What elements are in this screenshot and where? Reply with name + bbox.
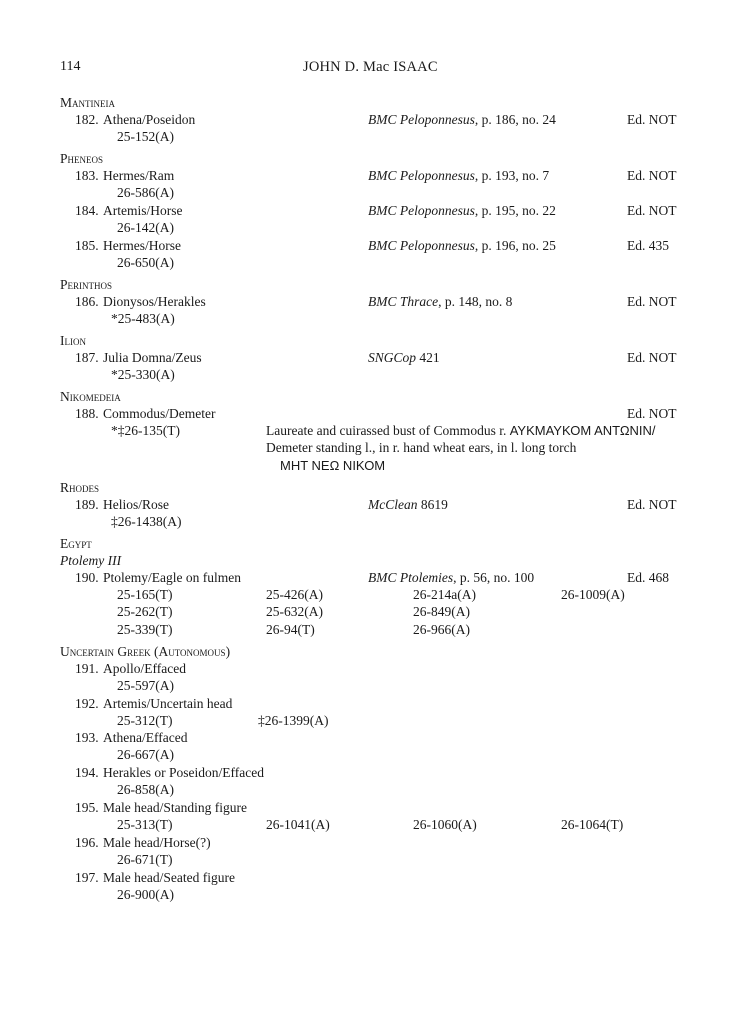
inventory-cell: 26-214a(A) <box>413 587 476 602</box>
section-heading-perinthos: Perinthos <box>60 277 113 292</box>
entry-inventory: 26-1064(T) <box>561 817 624 832</box>
entry-edition: Ed. 435 <box>627 238 669 253</box>
entry-inventory: 26-1041(A) <box>266 817 330 832</box>
entry-type: Commodus/Demeter <box>103 406 216 421</box>
entry-type: Male head/Standing figure <box>103 800 247 815</box>
entry-type: Dionysos/Herakles <box>103 294 206 309</box>
entry-type: Hermes/Horse <box>103 238 181 253</box>
section-heading-ilion: Ilion <box>60 333 86 348</box>
entry-reference: BMC Peloponnesus, p. 196, no. 25 <box>368 238 556 253</box>
entry-reference: BMC Peloponnesus, p. 193, no. 7 <box>368 168 550 183</box>
entry-type: Male head/Horse(?) <box>103 835 211 850</box>
entry-type: Ptolemy/Eagle on fulmen <box>103 570 241 585</box>
entry-number: 184. <box>75 203 99 218</box>
entry-number: 197. <box>75 870 99 885</box>
entry-type: Hermes/Ram <box>103 168 175 183</box>
entry-edition: Ed. NOT <box>627 168 677 183</box>
section-heading-rhodes: Rhodes <box>60 480 100 495</box>
entry-inventory: *25-330(A) <box>111 367 175 382</box>
entry-inventory: 25-312(T) <box>117 713 173 728</box>
entry-reference: BMC Ptolemies, p. 56, no. 100 <box>368 570 535 585</box>
entry-number: 185. <box>75 238 99 253</box>
coin-description-line-1: Laureate and cuirassed bust of Commodus r. ΑΥΚΜΑΥΚΟΜ ΑΝΤΩΝΙΝ/ <box>266 423 656 438</box>
subheading-ptolemy-iii: Ptolemy III <box>60 553 122 568</box>
section-heading-uncertain-greek: Uncertain Greek (Autonomous) <box>60 644 231 659</box>
entry-reference: BMC Thrace, p. 148, no. 8 <box>368 294 513 309</box>
section-heading-pheneos: Pheneos <box>60 151 104 166</box>
entry-reference: BMC Peloponnesus, p. 186, no. 24 <box>368 112 556 127</box>
entry-inventory: 26-650(A) <box>117 255 174 270</box>
entry-inventory: *25-483(A) <box>111 311 175 326</box>
entry-number: 194. <box>75 765 99 780</box>
entry-inventory: 25-152(A) <box>117 129 174 144</box>
entry-type: Athena/Effaced <box>103 730 188 745</box>
entry-type: Athena/Poseidon <box>103 112 196 127</box>
section-heading-egypt: Egypt <box>60 536 92 551</box>
entry-inventory: 26-142(A) <box>117 220 174 235</box>
entry-edition: Ed. NOT <box>627 203 677 218</box>
coin-description-line-2: Demeter standing l., in r. hand wheat ears, in l. long torch <box>266 440 577 455</box>
entry-edition: Ed. 468 <box>627 570 669 585</box>
entry-inventory: 26-1060(A) <box>413 817 477 832</box>
running-head: JOHN D. Mac ISAAC <box>303 59 438 75</box>
greek-legend-reverse: ΜΗΤ ΝΕΩ ΝΙΚΟΜ <box>280 458 386 473</box>
entry-number: 183. <box>75 168 99 183</box>
entry-number: 190. <box>75 570 99 585</box>
entry-edition: Ed. NOT <box>627 497 677 512</box>
entry-number: 189. <box>75 497 99 512</box>
inventory-cell: 25-165(T) <box>117 587 173 602</box>
entry-inventory: *‡26-135(T) <box>111 423 180 438</box>
entry-edition: Ed. NOT <box>627 350 677 365</box>
entry-number: 196. <box>75 835 99 850</box>
entry-number: 191. <box>75 661 99 676</box>
entry-inventory: 25-597(A) <box>117 678 174 693</box>
entry-inventory: 25-313(T) <box>117 817 173 832</box>
entry-number: 187. <box>75 350 99 365</box>
section-heading-nikomedeia: Nikomedeia <box>60 389 121 404</box>
entry-inventory: 26-858(A) <box>117 782 174 797</box>
entry-number: 195. <box>75 800 99 815</box>
entry-type: Male head/Seated figure <box>103 870 235 885</box>
entry-reference: BMC Peloponnesus, p. 195, no. 22 <box>368 203 556 218</box>
entry-inventory: 26-667(A) <box>117 747 174 762</box>
entry-type: Artemis/Horse <box>103 203 183 218</box>
page-number: 114 <box>60 59 81 74</box>
entry-number: 193. <box>75 730 99 745</box>
entry-number: 182. <box>75 112 99 127</box>
inventory-cell: 26-966(A) <box>413 622 470 637</box>
entry-edition: Ed. NOT <box>627 406 677 421</box>
entry-inventory: 26-671(T) <box>117 852 173 867</box>
entry-type: Helios/Rose <box>103 497 169 512</box>
inventory-cell: 26-849(A) <box>413 604 470 619</box>
entry-number: 186. <box>75 294 99 309</box>
entry-reference: McClean 8619 <box>368 497 448 512</box>
inventory-cell: 25-339(T) <box>117 622 173 637</box>
inventory-cell: 25-632(A) <box>266 604 323 619</box>
inventory-cell: 25-426(A) <box>266 587 323 602</box>
entry-inventory: ‡26-1438(A) <box>111 514 182 529</box>
entry-number: 192. <box>75 696 99 711</box>
inventory-cell: 26-1009(A) <box>561 587 625 602</box>
inventory-cell: 25-262(T) <box>117 604 173 619</box>
entry-type: Julia Domna/Zeus <box>103 350 202 365</box>
entry-inventory: 26-586(A) <box>117 185 174 200</box>
inventory-cell: 26-94(T) <box>266 622 315 637</box>
greek-legend-obverse: ΑΥΚΜΑΥΚΟΜ ΑΝΤΩΝΙΝ/ <box>509 423 656 438</box>
entry-inventory: 26-900(A) <box>117 887 174 902</box>
entry-edition: Ed. NOT <box>627 112 677 127</box>
entry-reference: SNGCop 421 <box>368 350 440 365</box>
entry-type: Artemis/Uncertain head <box>103 696 233 711</box>
entry-inventory: ‡26-1399(A) <box>258 713 329 728</box>
entry-type: Herakles or Poseidon/Effaced <box>103 765 264 780</box>
section-heading-mantineia: Mantineia <box>60 95 115 110</box>
entry-number: 188. <box>75 406 99 421</box>
entry-edition: Ed. NOT <box>627 294 677 309</box>
entry-type: Apollo/Effaced <box>103 661 186 676</box>
